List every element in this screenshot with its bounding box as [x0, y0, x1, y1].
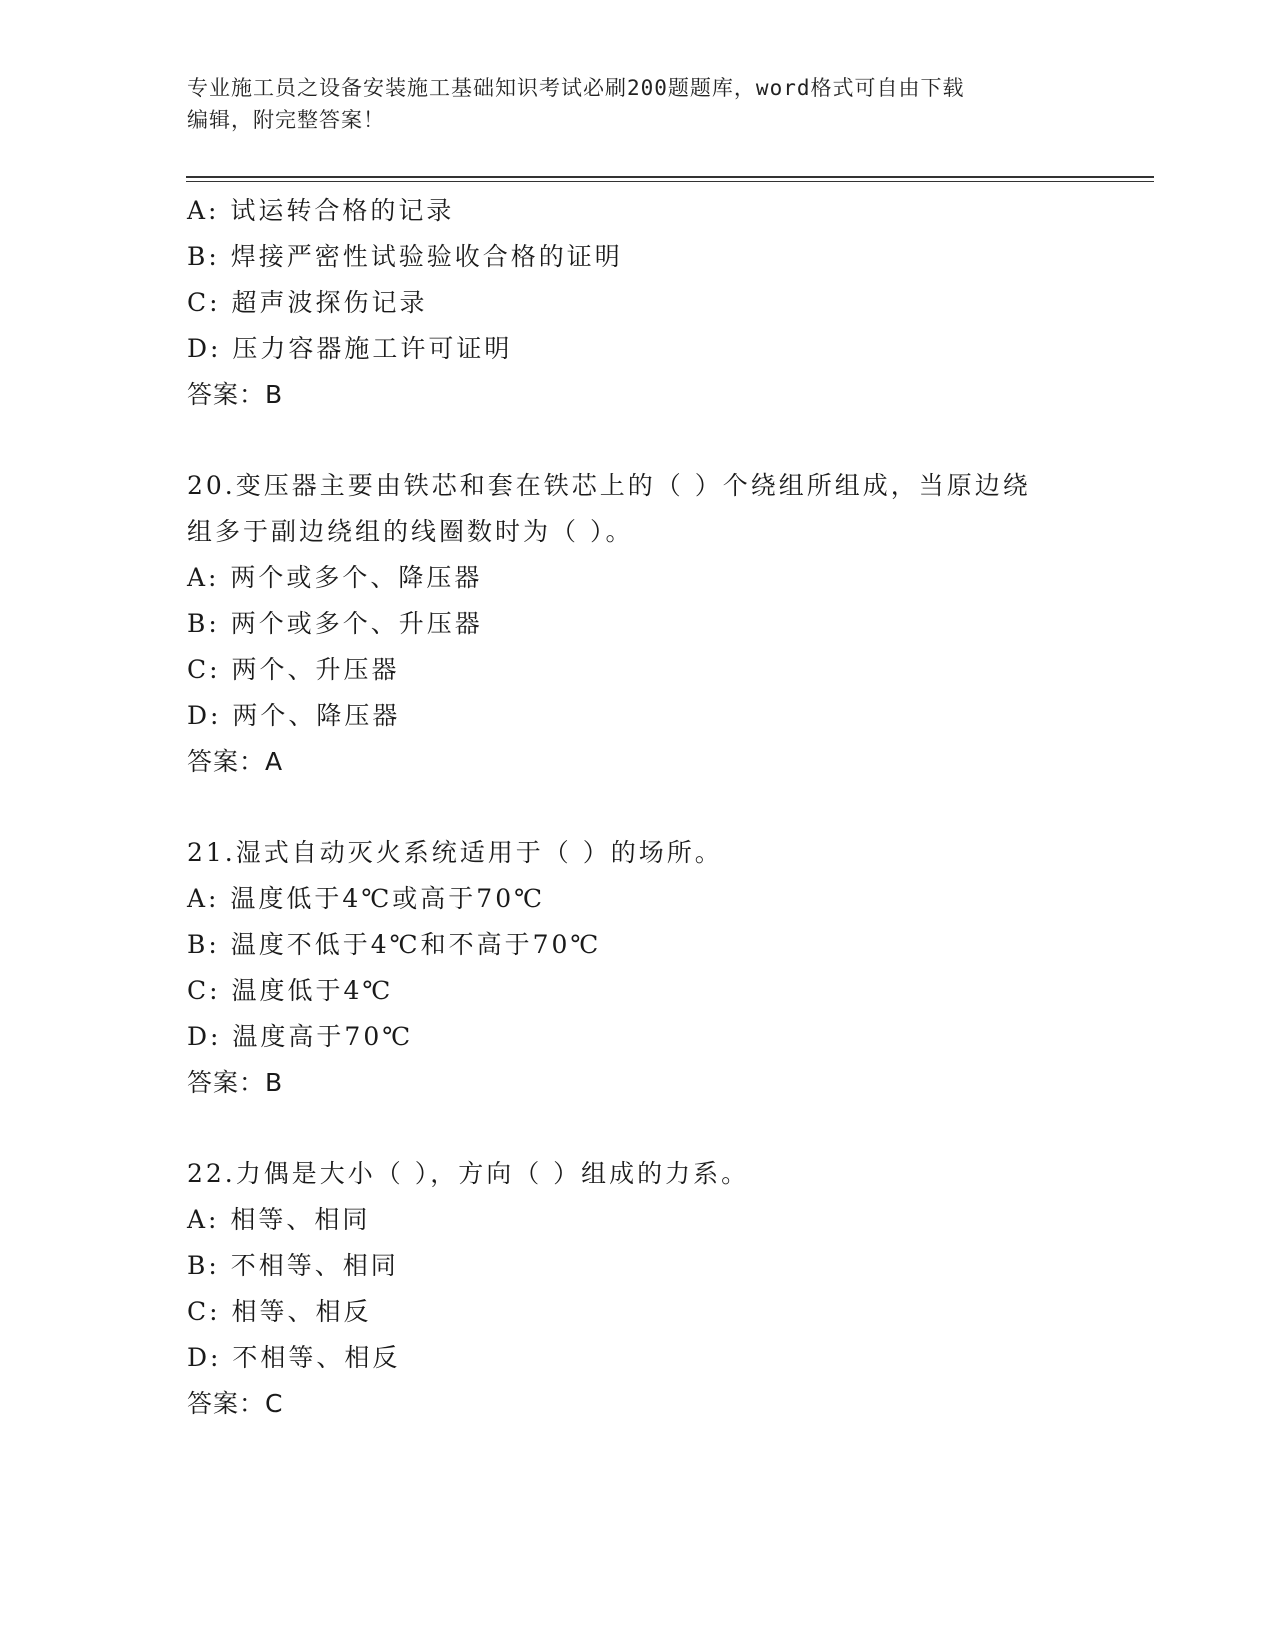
spacer — [187, 785, 1087, 830]
option-c: C: 相等、相反 — [187, 1297, 372, 1326]
question-list — [187, 188, 1087, 1427]
question-stem-line-1: 21.湿式自动灭火系统适用于（ ）的场所。 — [187, 838, 723, 867]
answer: 答案：B — [187, 380, 284, 409]
question-19 — [187, 188, 1087, 418]
option-d: D: 两个、降压器 — [187, 701, 401, 730]
question-21 — [187, 830, 1087, 1106]
option-c: C: 超声波探伤记录 — [187, 288, 428, 317]
header-line-2: 编辑，附完整答案！ — [187, 108, 385, 132]
option-b: B: 焊接严密性试验验收合格的证明 — [187, 242, 623, 271]
document-header — [187, 72, 1087, 136]
question-stem-line-2: 组多于副边绕组的线圈数时为（ ）。 — [187, 517, 634, 546]
option-d: D: 不相等、相反 — [187, 1343, 401, 1372]
option-b: B: 不相等、相同 — [187, 1251, 399, 1280]
option-c: C: 温度低于4℃ — [187, 976, 394, 1005]
answer: 答案：B — [187, 1068, 284, 1097]
header-divider-thick — [186, 176, 1154, 178]
answer: 答案：C — [187, 1389, 284, 1418]
answer: 答案：A — [187, 747, 284, 776]
option-a: A: 温度低于4℃或高于70℃ — [187, 884, 546, 913]
question-stem-line-1: 22.力偶是大小（ ），方向（ ）组成的力系。 — [187, 1159, 750, 1188]
question-20 — [187, 463, 1087, 785]
option-d: D: 温度高于70℃ — [187, 1022, 414, 1051]
header-divider-thin — [186, 181, 1154, 182]
spacer — [187, 418, 1087, 463]
option-d: D: 压力容器施工许可证明 — [187, 334, 513, 363]
option-a: A: 相等、相同 — [187, 1205, 371, 1234]
question-stem-line-1: 20.变压器主要由铁芯和套在铁芯上的（ ）个绕组所组成，当原边绕 — [187, 471, 1031, 500]
option-b: B: 两个或多个、升压器 — [187, 609, 483, 638]
header-line-1: 专业施工员之设备安装施工基础知识考试必刷200题题库，word格式可自由下载 — [187, 76, 965, 100]
option-b: B: 温度不低于4℃和不高于70℃ — [187, 930, 602, 959]
option-a: A: 两个或多个、降压器 — [187, 563, 483, 592]
option-a: A: 试运转合格的记录 — [187, 196, 455, 225]
spacer — [187, 1106, 1087, 1151]
question-22 — [187, 1151, 1087, 1427]
option-c: C: 两个、升压器 — [187, 655, 400, 684]
